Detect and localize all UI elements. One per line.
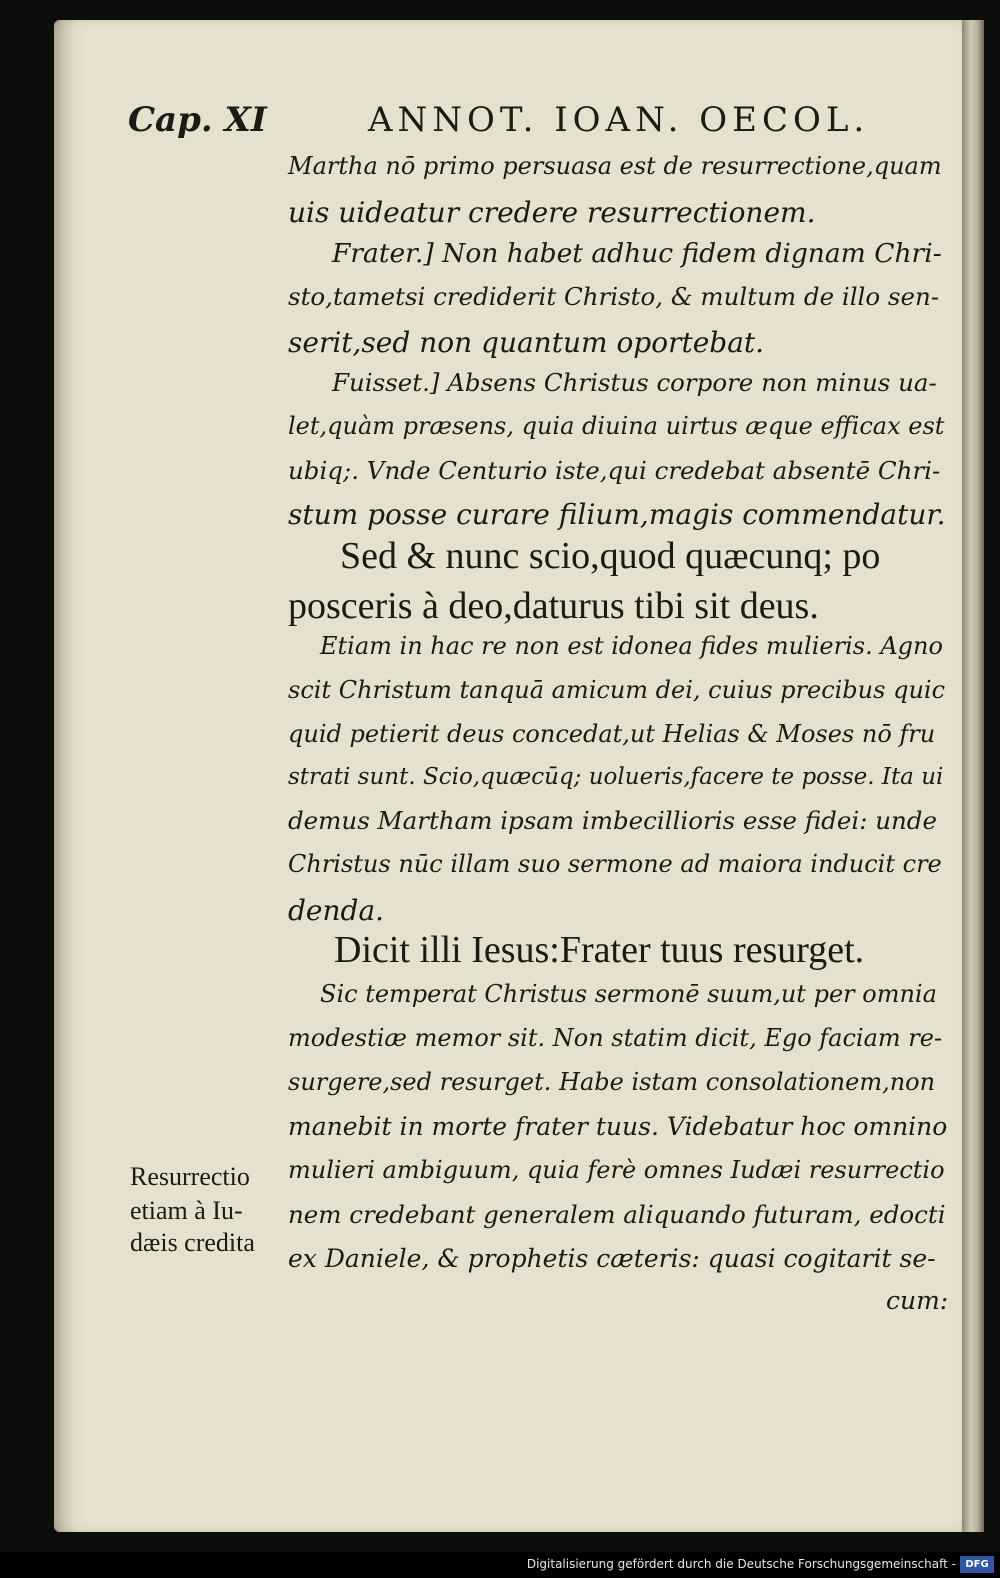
funding-credit: Digitalisierung gefördert durch die Deutsche Forschungsgemeinschaft - <box>526 1557 956 1571</box>
margin-note-line: etiam à Iu- <box>130 1196 243 1225</box>
text-line: Fuisset.] Absens Christus corpore non minus ua- <box>332 368 937 397</box>
lemma-line: Sed & nunc scio,quod quæcunq; po <box>340 535 881 577</box>
catchword: cum: <box>886 1286 949 1315</box>
text-line: ubiq;. Vnde Centurio iste,qui credebat absentē Chri- <box>288 456 941 485</box>
dfg-logo: DFG <box>960 1556 994 1573</box>
text-line: Christus nūc illam suo sermone ad maiora inducit cre <box>288 850 942 878</box>
text-line: ex Daniele, & prophetis cæteris: quasi cogitarit se- <box>288 1244 936 1273</box>
lemma-line: posceris à deo,daturus tibi sit deus. <box>288 585 819 627</box>
text-line: denda. <box>288 894 385 927</box>
text-line: serit,sed non quantum oportebat. <box>288 326 765 359</box>
text-line: Etiam in hac re non est idonea fides mulieris. Agno <box>320 632 943 660</box>
text-line: scit Christum tanquā amicum dei, cuius precibus quic <box>288 676 946 704</box>
lemma-line: Dicit illi Iesus:Frater tuus resurget. <box>334 929 865 971</box>
text-line: strati sunt. Scio,quæcūq; uolueris,facere te posse. Ita ui <box>288 764 944 790</box>
running-header <box>0 100 1000 160</box>
text-line: manebit in morte frater tuus. Videbatur hoc omnino <box>288 1112 948 1141</box>
text-line: let,quàm præsens, quia diuina uirtus æque efficax est <box>288 412 945 440</box>
text-line: uis uideatur credere resurrectionem. <box>288 196 816 229</box>
footer-bar <box>0 1552 1000 1578</box>
text-line: mulieri ambiguum, quia ferè omnes Iudæi resurrectio <box>288 1156 945 1184</box>
margin-note-line: dæis credita <box>130 1228 255 1257</box>
chapter-label: Cap. XI <box>128 100 267 140</box>
text-line: Frater.] Non habet adhuc fidem dignam Chri- <box>332 238 942 269</box>
text-line: quid petierit deus concedat,ut Helias & Moses nō fru <box>288 720 936 748</box>
text-line: demus Martham ipsam imbecillioris esse fidei: unde <box>288 806 937 835</box>
running-title: ANNOT. IOAN. OECOL. <box>368 100 870 140</box>
text-line: sto,tametsi crediderit Christo, & multum de illo sen- <box>288 282 940 311</box>
text-line: nem credebant generalem aliquando futuram, edocti <box>288 1200 946 1229</box>
text-line: modestiæ memor sit. Non statim dicit, Ego faciam re- <box>288 1024 943 1052</box>
text-line: stum posse curare filium,magis commendatur. <box>288 498 946 531</box>
text-line: Martha nō primo persuasa est de resurrectione,quam <box>288 152 942 180</box>
text-line: surgere,sed resurget. Habe istam consolationem,non <box>288 1068 936 1096</box>
margin-note-line: Resurrectio <box>130 1162 250 1191</box>
text-line: Sic temperat Christus sermonē suum,ut per omnia <box>320 980 937 1008</box>
page-edge <box>962 20 984 1532</box>
